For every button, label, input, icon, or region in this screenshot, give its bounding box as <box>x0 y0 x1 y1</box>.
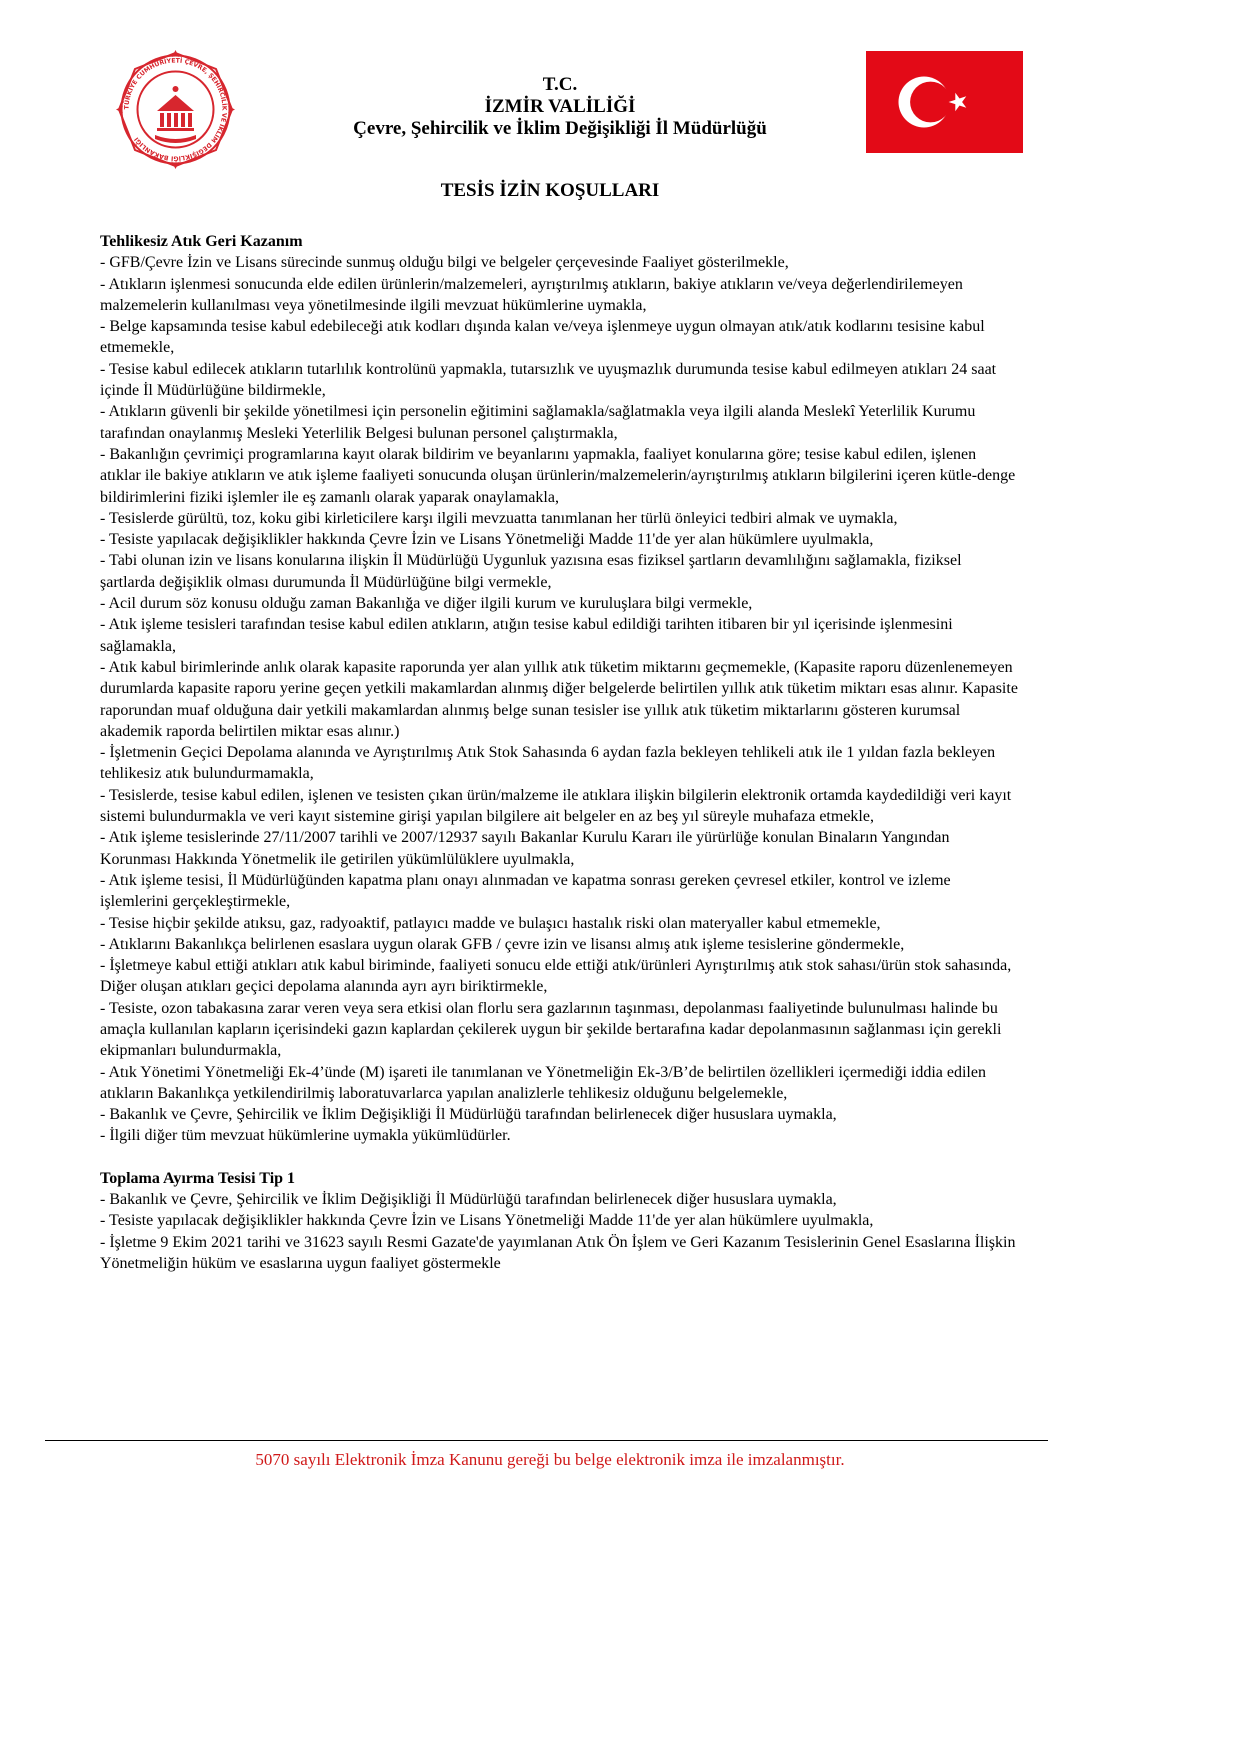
condition-item: - Tesiste yapılacak değişiklikler hakkında Çevre İzin ve Lisans Yönetmeliği Madde 11'de yer alan hükümlere uyulmakla, <box>100 1212 874 1230</box>
condition-item: - Tesiste, ozon tabakasına zarar veren veya sera etkisi olan florlu sera gazlarının taşınması, depolanması faaliyetinde bulunulması halinde bu amaçla kullanılan kapların içerisindeki gazın kaplardan çekilerek uygun bir şekilde bertarafına kadar depolanmasının sağlanması için gerekli ekipmanları bulundurmakla, <box>100 999 1002 1060</box>
section-spacer <box>100 1147 1020 1168</box>
condition-item: - Atık işleme tesisi, İl Müdürlüğünden kapatma planı onayı alınmadan ve kapatma sonrası gereken çevresel etkiler, kontrol ve izleme işlemlerini gerçekleştirmekle, <box>100 871 951 911</box>
e-signature-notice: 5070 sayılı Elektronik İmza Kanunu gereği bu belge elektronik imza ile imzalanmıştır. <box>255 1450 845 1469</box>
header-line-valilik: İZMİR VALİLİĞİ <box>484 96 636 117</box>
seal-ring-text: TÜRKİYE CUMHURİYETİ ÇEVRE, ŞEHİRCİLİK VE İKLİM DEĞİŞİKLİĞİ BAKANLIĞI <box>123 57 228 162</box>
condition-item: - Atık işleme tesisleri tarafından tesise kabul edilen atıkların, atığın tesise kabul edildiği tarihten itibaren bir yıl içerisinde işlenmesini sağlamakla, <box>100 616 953 655</box>
document-title: TESİS İZİN KOŞULLARI <box>440 180 660 201</box>
condition-item: - Tesise hiçbir şekilde atıksu, gaz, radyoaktif, patlayıcı madde ve bulaşıcı hastalık riski olan materyaller kabul etmemekle, <box>100 914 881 932</box>
condition-item: - İşletmenin Geçici Depolama alanında ve Ayrıştırılmış Atık Stok Sahasında 6 aydan fazla bekleyen tehlikeli atık ile 1 yıldan fazla bekleyen tehlikesiz atık bulundurmamakla, <box>100 744 996 783</box>
section-title: Toplama Ayırma Tesisi Tip 1 <box>100 1169 296 1187</box>
condition-item: - GFB/Çevre İzin ve Lisans sürecinde sunmuş olduğu bilgi ve belgeler çerçevesinde Faaliyet gösterilmekle, <box>100 254 789 272</box>
condition-item: - Bakanlığın çevrimiçi programlarına kayıt olarak bildirim ve beyanlarını yapmakla, faaliyet konularına göre; tesise kabul edilen, işlenen atıklar ile bakiye atıkların ve atık işleme faaliyeti sonucunda oluşan ürünlerin/malzemelerin/ayrıştırılmış atıkların bilgilerini içeren kütle-denge bildirimlerini fiziki işlemler ile eş zamanlı olarak yaparak onaylamakla, <box>100 445 1016 506</box>
footer-divider <box>45 1440 1048 1441</box>
condition-item: - İlgili diğer tüm mevzuat hükümlerine uymakla yükümlüdürler. <box>100 1127 511 1145</box>
condition-item: - Atıkların güvenli bir şekilde yönetilmesi için personelin eğitimini sağlamakla/sağlatmakla veya ilgili alanda Meslekî Yeterlilik Kurumu tarafından onaylanmış Mesleki Yeterlilik Belgesi bulunan personel çalıştırmakla, <box>100 403 976 442</box>
ministry-seal-logo <box>113 47 238 172</box>
condition-item: - Atık işleme tesislerinde 27/11/2007 tarihli ve 2007/12937 sayılı Bakanlar Kurulu Kararı ile yürürlüğe konulan Binaların Yangından Korunması Hakkında Yönetmelik ile getirilen yükümlülüklere uyulmakla, <box>100 829 950 868</box>
condition-item: - Tabi olunan izin ve lisans konularına ilişkin İl Müdürlüğü Uygunluk yazısına esas fiziksel şartların devamlılığını sağlamakla, fiziksel şartlarda değişiklik olması durumunda İl Müdürlüğüne bilgi vermekle, <box>100 552 962 591</box>
header-line-directorate: Çevre, Şehircilik ve İklim Değişikliği İl Müdürlüğü <box>353 118 767 139</box>
condition-item: - Tesislerde, tesise kabul edilen, işlenen ve tesisten çıkan ürün/malzeme ile atıklara ilişkin bilgilerin elektronik ortamda kaydedildiği veri kayıt sistemi bulundurmakla ve veri kayıt sistemine girişi yapılan bilgilere ait belgeler en az beş yıl süreyle muhafaza etmekle, <box>100 786 1012 826</box>
section-title: Tehlikesiz Atık Geri Kazanım <box>100 233 303 250</box>
condition-item: - Tesise kabul edilecek atıkların tutarlılık kontrolünü yapmakla, tutarsızlık ve uyuşmazlık durumunda tesise kabul edilmeyen atıkları 24 saat içinde İl Müdürlüğüne bildirmekle, <box>100 360 997 400</box>
document-header <box>250 74 870 140</box>
condition-item: - Atık kabul birimlerinde anlık olarak kapasite raporunda yer alan yıllık atık tüketim miktarını geçmemekle, (Kapasite raporu düzenlenemeyen durumlarda kapasite raporu yerine geçen yetkili makamlardan alınmış diğer belgelerde belirtilen yıllık atık tüketim miktarı esas alınır. Kapasite raporundan muaf olduğuna dair yetkili makamlardan alınmış belge sunan tesisler ise yıllık atık tüketim miktarlarını gösteren kurumsal akademik raporda belirtilen miktar esas alınır.) <box>100 658 1018 740</box>
condition-item: - Bakanlık ve Çevre, Şehircilik ve İklim Değişikliği İl Müdürlüğü tarafından belirlenecek diğer hususlara uymakla, <box>100 1191 837 1209</box>
condition-item: - Atıklarını Bakanlıkça belirlenen esaslara uygun olarak GFB / çevre izin ve lisansı almış atık işleme tesislerine göndermekle, <box>100 935 905 953</box>
condition-item: - İşletmeye kabul ettiği atıkları atık kabul biriminde, faaliyeti sonucu elde ettiği atık/ürünleri Ayrıştırılmış atık stok sahası/ürün stok sahasında, Diğer oluşan atıkları geçici depolama alanında ayrı ayrı biriktirmekle, <box>100 957 1012 996</box>
condition-item: - Tesiste yapılacak değişiklikler hakkında Çevre İzin ve Lisans Yönetmeliği Madde 11'de yer alan hükümlere uyulmakla, <box>100 531 874 549</box>
condition-item: - Atık Yönetimi Yönetmeliği Ek-4’ünde (M) işareti ile tanımlanan ve Yönetmeliğin Ek-3/B’de belirtilen özellikleri içermediği iddia edilen atıkların Bakanlıkça yetkilendirilmiş laboratuvarlarca yapılan analizlerle tehlikesiz olduğunu belgelemekle, <box>100 1063 986 1102</box>
header-line-tc: T.C. <box>542 74 578 95</box>
section-toplama-ayirma-tesisi <box>100 1168 1020 1274</box>
condition-item: - Atıkların işlenmesi sonucunda elde edilen ürünlerin/malzemeleri, ayrıştırılmış atıkların, bakiye atıkların ve/veya değerlendirilemeyen malzemelerin kullanılması veya yönetilmesinde ilgili mevzuat hükümlerine uymakla, <box>100 275 963 314</box>
section-tehlikesiz-atik-geri-kazanim <box>100 231 1020 1147</box>
turkish-flag-icon <box>866 51 1023 153</box>
document-body <box>100 231 1020 1274</box>
condition-item: - İşletme 9 Ekim 2021 tarihi ve 31623 sayılı Resmi Gazate'de yayımlanan Atık Ön İşlem ve Geri Kazanım Tesislerinin Genel Esaslarına İlişkin Yönetmeliğin hüküm ve esaslarına uygun faaliyet göstermekle <box>100 1233 1016 1272</box>
condition-item: - Acil durum söz konusu olduğu zaman Bakanlığa ve diğer ilgili kurum ve kuruluşlara bilgi vermekle, <box>100 595 753 613</box>
condition-item: - Bakanlık ve Çevre, Şehircilik ve İklim Değişikliği İl Müdürlüğü tarafından belirlenecek diğer hususlara uymakla, <box>100 1106 837 1124</box>
condition-item: - Tesislerde gürültü, toz, koku gibi kirleticilere karşı ilgili mevzuatta tanımlanan her türlü önleyici tedbiri almak ve uymakla, <box>100 509 898 527</box>
condition-item: - Belge kapsamında tesise kabul edebileceği atık kodları dışında kalan ve/veya işlenmeye uygun olmayan atık/atık kodlarını tesisine kabul etmemekle, <box>100 318 985 357</box>
